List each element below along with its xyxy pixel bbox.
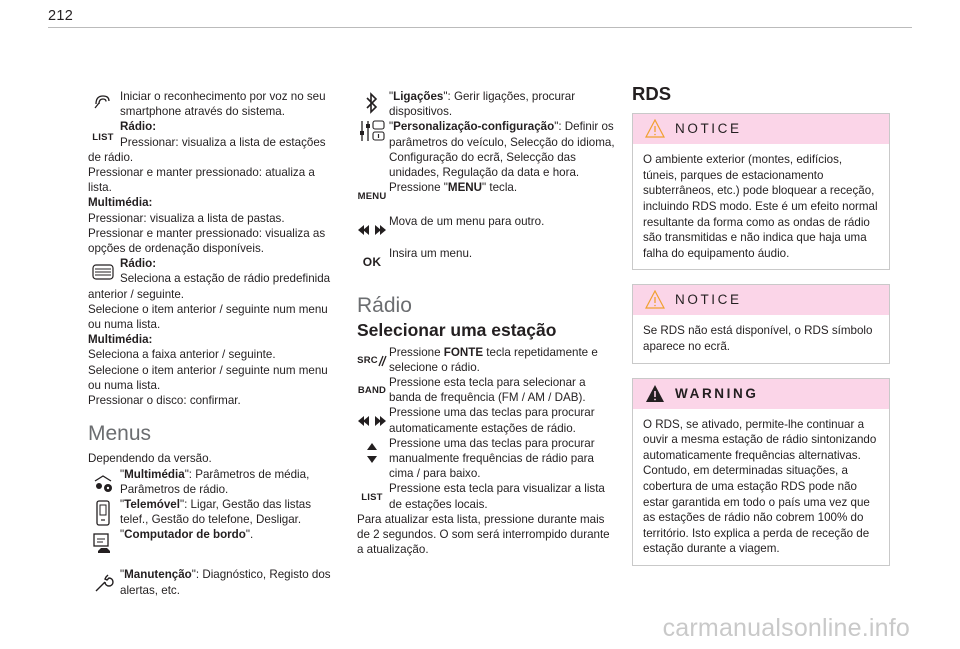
notice-title-1: NOTICE xyxy=(675,121,742,137)
band-key-icon: BAND xyxy=(357,385,387,397)
dial-media-head: Multimédia: xyxy=(88,333,153,347)
list-radio-body: Pressionar: visualiza a lista de estações de rádio. xyxy=(88,135,326,164)
update-text: Para atualizar esta lista, pressione durante mais de 2 segundos. O som será interrompido durante a atualização. xyxy=(357,512,610,557)
select-station-heading: Selecionar uma estação xyxy=(357,320,557,341)
list-key-icon-2: LIST xyxy=(361,491,383,503)
header-rule xyxy=(48,27,912,28)
menu-key-item: MENU Pressione "MENU" tecla. xyxy=(357,180,617,210)
watermark: carmanualsonline.info xyxy=(662,614,910,642)
dial-media-body: Seleciona a faixa anterior / seguinte. xyxy=(88,348,276,362)
list-local-item: LIST Pressione esta tecla para visualizar a lista de estações locais. xyxy=(357,481,617,511)
notice-body-2: Se RDS não está disponível, o RDS símbolo aparece no ecrã. xyxy=(643,324,873,353)
menus-heading: Menus xyxy=(88,422,152,446)
dial-radio-body: Seleciona a estação de rádio predefinida anterior / seguinte. xyxy=(88,272,331,301)
wrench-icon xyxy=(88,571,118,595)
seek-arrows-icon xyxy=(357,409,387,433)
menu-telephone: "Telemóvel": Ligar, Gestão das listas telef., Gestão do telefone, Desligar. xyxy=(88,497,338,527)
menu-settings: "Personalização-configuração": Definir os parâmetros do veículo, Selecção do idioma, Configuração do ecrã, Selecção das unidades, Regulação da data e hora. xyxy=(357,119,617,180)
band-item: BAND Pressione esta tecla para selecionar a banda de frequência (FM / AM / DAB). xyxy=(357,376,586,405)
column-3 xyxy=(632,84,890,580)
menus-intro: Dependendo da versão. xyxy=(88,452,212,466)
warning-title: WARNING xyxy=(675,385,759,401)
warning-body: O RDS, se ativado, permite-lhe continuar a ouvir a mesma estação de rádio sintonizando automaticamente frequências alternativas. Contudo, em determinadas situações, a cobertura de uma estação RDS pode não estar garantida em todo o país uma vez que as estações de rádio não cobrem 100% do território. Isto explica a perda de receção de estação durante a viagem. xyxy=(643,417,877,556)
notice-title-2: NOTICE xyxy=(675,292,742,308)
list-radio-long: Pressionar e manter pressionado: atualiza a lista. xyxy=(88,166,315,195)
notice-body-1: O ambiente exterior (montes, edifícios, túneis, parques de estacionamento subterrâneos, etc.) pode bloquear a receção, incluindo RDS modo. Este é um efeito normal resultante da forma como as ondas de rádio são transmitidas e não indica que haja uma falha do equipamento áudio. xyxy=(643,153,878,260)
src-item: SRC Pressione FONTE tecla repetidamente e selecione o rádio. xyxy=(357,345,598,374)
column-2 xyxy=(357,89,617,557)
multimedia-icon xyxy=(88,471,118,495)
dial-media-menu: Selecione o item anterior / seguinte num menu ou numa lista. xyxy=(88,363,328,392)
left-right-arrows-icon xyxy=(357,218,387,242)
settings-sliders-icon xyxy=(357,119,387,143)
column-1 xyxy=(88,89,338,598)
warning-triangle-icon xyxy=(645,119,665,142)
menu-connections: "Ligações": Gerir ligações, procurar dispositivos. xyxy=(357,89,617,119)
up-down-arrows-icon xyxy=(357,442,387,464)
list-key-icon: LIST xyxy=(92,131,114,143)
dial-radio-menu: Selecione o item anterior / seguinte num menu ou numa lista. xyxy=(88,302,328,332)
voice-item xyxy=(88,89,338,119)
trip-computer-icon xyxy=(88,531,118,555)
source-key-icon: SRC xyxy=(357,349,387,373)
arrows-item: Mova de um menu para outro. xyxy=(357,214,617,246)
page-number: 212 xyxy=(48,8,74,24)
list-media-head: Multimédia: xyxy=(88,196,153,210)
warning-header xyxy=(633,379,889,409)
voice-recognition-icon xyxy=(88,89,118,113)
bluetooth-icon xyxy=(357,91,387,115)
dial-press: Pressionar o disco: confirmar. xyxy=(88,394,241,408)
notice-box-2 xyxy=(632,284,890,363)
list-radio-head: Rádio: xyxy=(120,120,157,134)
list-media-long: Pressionar e manter pressionado: visualiza as opções de ordenação disponíveis. xyxy=(88,226,326,256)
notice-box-1 xyxy=(632,113,890,270)
warning-triangle-icon xyxy=(645,290,665,313)
updown-item: Pressione uma das teclas para procurar manualmente frequências de rádio para cima / para baixo. xyxy=(357,436,617,482)
seek-item: Pressione uma das teclas para procurar automaticamente estações de rádio. xyxy=(357,405,617,435)
list-key-item xyxy=(88,119,338,143)
list-media-body: Pressionar: visualiza a lista de pastas. xyxy=(88,211,285,225)
ok-item: OK Insira um menu. xyxy=(357,246,617,276)
ok-key-icon: OK xyxy=(362,254,382,269)
voice-text: Iniciar o reconhecimento por voz no seu smartphone através do sistema. xyxy=(120,90,326,119)
notice-header-1 xyxy=(633,114,889,144)
warning-filled-icon xyxy=(645,384,665,407)
telephone-icon xyxy=(88,501,118,525)
dial-radio-head: Rádio: xyxy=(120,257,157,271)
radio-heading: Rádio xyxy=(357,294,412,318)
notice-header-2 xyxy=(633,285,889,315)
dial-item xyxy=(88,256,338,271)
warning-box xyxy=(632,378,890,566)
menu-multimedia: "Multimédia": Parâmetros de média, Parâmetros de rádio. xyxy=(88,467,338,497)
menu-maintenance: "Manutenção": Diagnóstico, Registo dos alertas, etc. xyxy=(88,567,338,597)
rds-heading: RDS xyxy=(632,83,672,104)
menu-key-icon: MENU xyxy=(357,190,387,202)
menu-trip-computer: "Computador de bordo". xyxy=(88,527,338,559)
rotary-dial-icon xyxy=(88,260,118,284)
